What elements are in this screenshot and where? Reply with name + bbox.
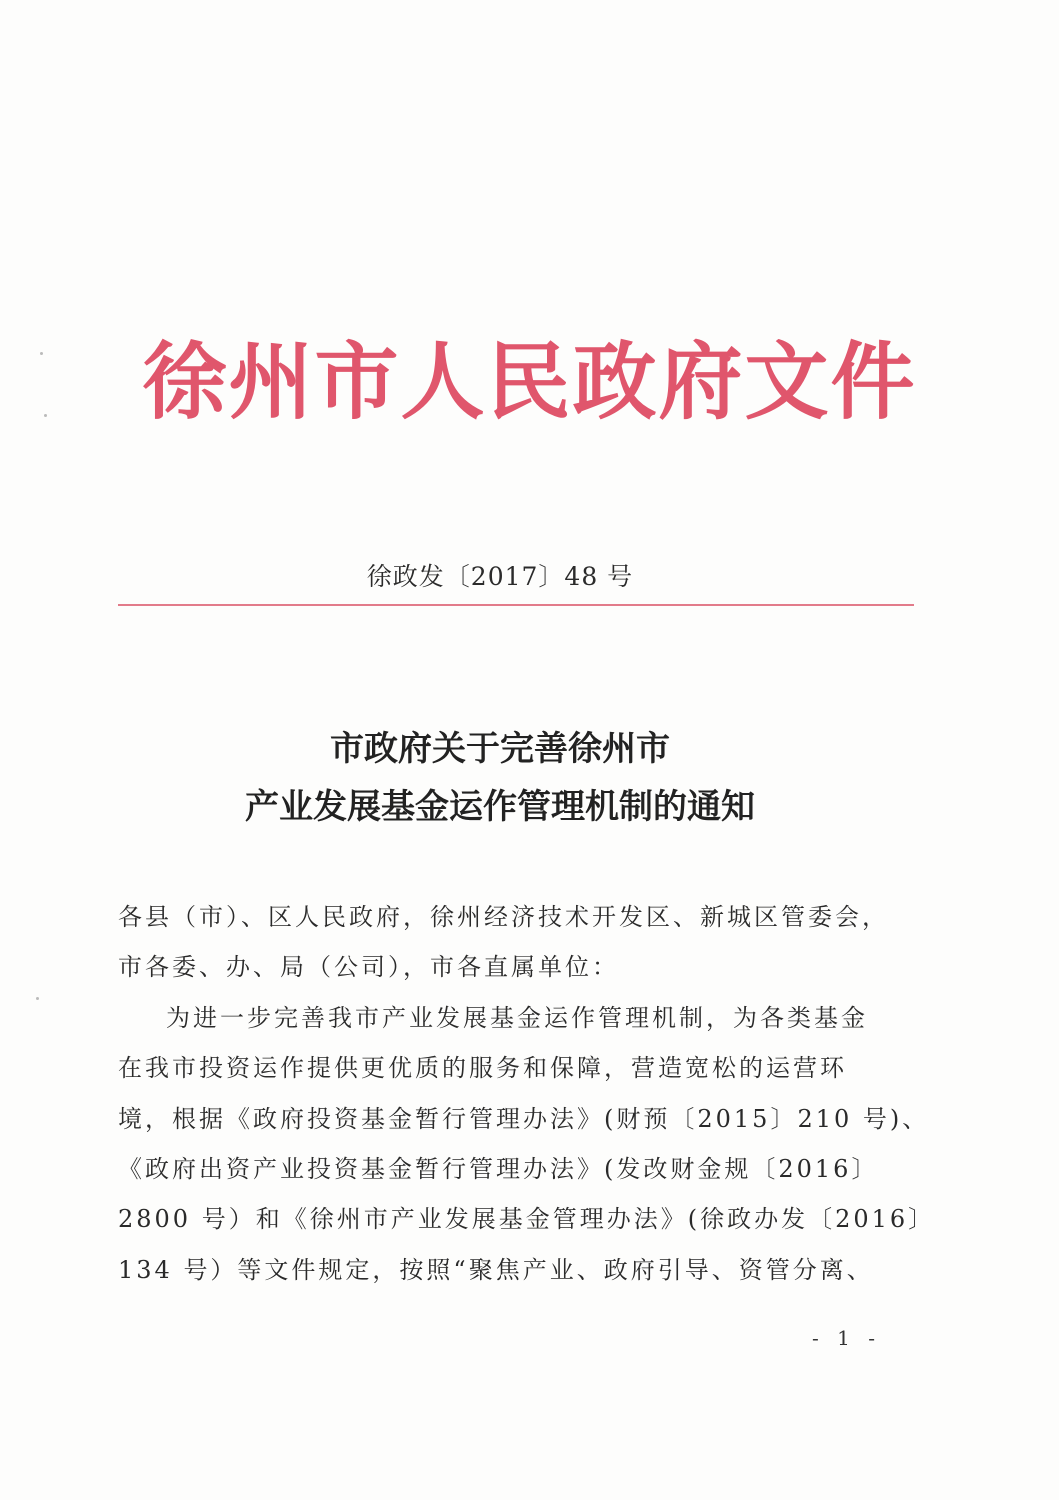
document-title <box>0 720 1000 836</box>
title-line-2: 产业发展基金运作管理机制的通知 <box>245 787 755 827</box>
scan-speck <box>44 414 47 417</box>
red-divider-line <box>118 604 914 606</box>
paragraph-line: 在我市投资运作提供更优质的服务和保障，营造宽松的运营环 <box>118 1054 847 1083</box>
paragraph-line: 为进一步完善我市产业发展基金运作管理机制，为各类基金 <box>166 1003 868 1032</box>
scan-speck <box>36 997 39 1000</box>
document-number: 徐政发〔2017〕48 号 <box>366 562 634 591</box>
paragraph-line: 境，根据《政府投资基金暂行管理办法》(财预〔2015〕210 号)、 <box>118 1104 930 1133</box>
page-number: - 1 - <box>812 1326 881 1350</box>
scan-speck <box>40 352 43 355</box>
paragraph-line: 134 号）等文件规定，按照“聚焦产业、政府引导、资管分离、 <box>118 1255 874 1284</box>
issuer-title: 徐州市人民政府文件 <box>142 332 917 431</box>
title-line-1: 市政府关于完善徐州市 <box>330 729 670 769</box>
addressee-line: 各县（市）、区人民政府，徐州经济技术开发区、新城区管委会， <box>118 903 889 931</box>
document-body <box>118 892 936 1295</box>
addressee-line: 市各委、办、局（公司），市各直属单位： <box>118 953 619 982</box>
paragraph-line: 2800 号）和《徐州市产业发展基金管理办法》(徐政办发〔2016〕 <box>118 1205 936 1234</box>
paragraph-line: 《政府出资产业投资基金暂行管理办法》(发改财金规〔2016〕 <box>118 1155 879 1184</box>
